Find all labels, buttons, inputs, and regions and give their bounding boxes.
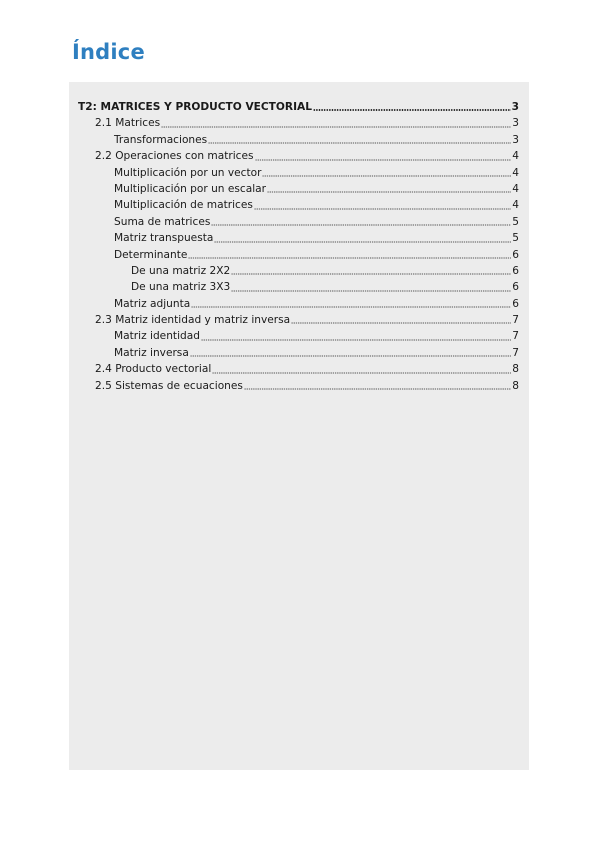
- toc-entry-label: Transformaciones: [114, 133, 208, 146]
- toc-entry[interactable]: [69, 328, 529, 344]
- toc-entry-page-number: 3: [511, 101, 519, 113]
- toc-entry-label: 2.4 Producto vectorial: [95, 363, 212, 376]
- toc-entry-page-number: 6: [512, 264, 519, 277]
- toc-dot-leader: [201, 333, 511, 341]
- toc-entry[interactable]: [69, 230, 529, 246]
- toc-entry-label: Matriz inversa: [114, 346, 189, 359]
- toc-entry[interactable]: [69, 197, 529, 213]
- toc-entry-page-number: 7: [512, 330, 519, 343]
- toc-dot-leader: [188, 251, 511, 259]
- toc-entry[interactable]: [69, 132, 529, 148]
- toc-entry-label: Matriz adjunta: [114, 297, 191, 310]
- toc-entry-page-number: 4: [512, 182, 519, 195]
- toc-dot-leader: [231, 267, 511, 275]
- toc-entry-page-number: 6: [512, 297, 519, 310]
- toc-entry[interactable]: [69, 263, 529, 279]
- toc-entry-page-number: 3: [512, 117, 519, 130]
- toc-entry[interactable]: [69, 148, 529, 164]
- toc-entry-label: Multiplicación por un vector: [114, 166, 262, 179]
- toc-entry-page-number: 6: [512, 281, 519, 294]
- toc-entry-label: 2.2 Operaciones con matrices: [95, 150, 254, 163]
- toc-entry-page-number: 3: [512, 133, 519, 146]
- toc-entry[interactable]: [69, 115, 529, 131]
- toc-entry-label: 2.5 Sistemas de ecuaciones: [95, 379, 243, 392]
- toc-entry[interactable]: [69, 181, 529, 197]
- toc-entry[interactable]: [69, 279, 529, 295]
- toc-entry-label: De una matriz 2X2: [131, 264, 231, 277]
- toc-dot-leader: [262, 169, 511, 177]
- toc-dot-leader: [191, 300, 511, 308]
- toc-entry[interactable]: [69, 296, 529, 312]
- toc-entry[interactable]: [69, 214, 529, 230]
- toc-entry[interactable]: [69, 345, 529, 361]
- toc-entry-label: Suma de matrices: [114, 215, 211, 228]
- toc-dot-leader: [212, 366, 511, 374]
- toc-entry-label: Multiplicación de matrices: [114, 199, 253, 212]
- toc-entry[interactable]: [69, 247, 529, 263]
- toc-entry-page-number: 4: [512, 166, 519, 179]
- toc-entry-label: T2: MATRICES Y PRODUCTO VECTORIAL: [78, 101, 312, 113]
- toc-entry[interactable]: [69, 165, 529, 181]
- toc-entry-page-number: 8: [512, 379, 519, 392]
- toc-entry-label: De una matriz 3X3: [131, 281, 231, 294]
- toc-entry[interactable]: [69, 378, 529, 394]
- toc-entry-page-number: 4: [512, 150, 519, 163]
- toc-dot-leader: [267, 185, 511, 193]
- toc-dot-leader: [291, 316, 511, 324]
- toc-entry[interactable]: [69, 361, 529, 377]
- toc-dot-leader: [208, 136, 511, 144]
- toc-dot-leader: [231, 284, 511, 292]
- toc-entry-label: Determinante: [114, 248, 188, 261]
- page-title: Índice: [72, 40, 145, 64]
- toc-entry-page-number: 6: [512, 248, 519, 261]
- toc-dot-leader: [214, 235, 511, 243]
- toc-entry-label: Matriz transpuesta: [114, 232, 214, 245]
- toc-entry-label: 2.1 Matrices: [95, 117, 161, 130]
- toc-entry-page-number: 4: [512, 199, 519, 212]
- toc-dot-leader: [313, 103, 511, 111]
- toc-entry[interactable]: [69, 99, 529, 115]
- toc-list: [69, 99, 529, 394]
- toc-dot-leader: [161, 120, 511, 128]
- toc-entry-page-number: 7: [512, 314, 519, 327]
- toc-entry-label: Matriz identidad: [114, 330, 200, 343]
- toc-entry-label: 2.3 Matriz identidad y matriz inversa: [95, 314, 291, 327]
- toc-entry[interactable]: [69, 312, 529, 328]
- toc-entry-page-number: 8: [512, 363, 519, 376]
- toc-entry-page-number: 5: [512, 232, 519, 245]
- toc-dot-leader: [255, 153, 512, 161]
- toc-dot-leader: [254, 202, 511, 210]
- toc-entry-label: Multiplicación por un escalar: [114, 182, 267, 195]
- toc-dot-leader: [211, 218, 511, 226]
- toc-entry-page-number: 5: [512, 215, 519, 228]
- toc-dot-leader: [190, 349, 511, 357]
- toc-panel: [69, 82, 529, 770]
- toc-entry-page-number: 7: [512, 346, 519, 359]
- toc-dot-leader: [244, 382, 511, 390]
